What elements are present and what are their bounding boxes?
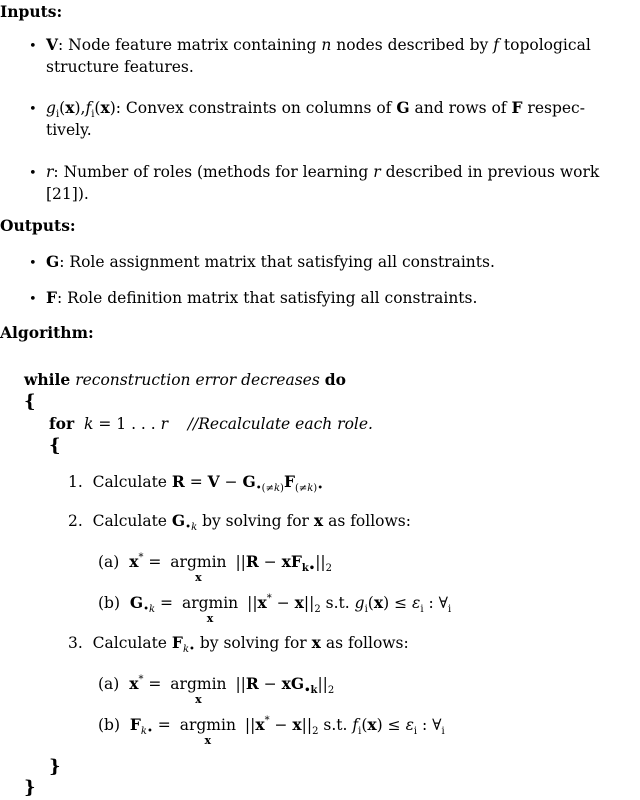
for-range: k = 1 . . . r [84,415,169,433]
step-2: 2. Calculate $G_{•k}$ by solving for x as follows: [68,511,411,533]
inputs-heading: Inputs: [0,2,63,21]
list-item: $g_i(x),f_i(x)$: Convex constraints on columns of G and rows of F respec- [46,98,585,120]
list-item: G: Role assignment matrix that satisfying all constraints. [46,252,495,271]
close-brace: } [49,756,61,777]
open-brace: { [24,391,36,412]
step-3: 3. Calculate $F_{k•}$ by solving for x as follows: [68,633,409,655]
list-item: V: Node feature matrix containing n nodes described by f topological [46,35,591,54]
step-3b: (b) $F_{k•} = argmin$ x $||x^* - x||_2$ s.t. $f_i(x) \le \varepsilon_i$ : $\forall_i$ [98,715,445,747]
bullet-icon: • [29,292,37,307]
bullet-icon: • [29,256,37,271]
step-2a: (a) x* = argmin x $||R - xF_{k•}||_2$ [98,552,333,584]
list-item-continuation: tively. [46,121,92,139]
constraint-functions: $g_i(x),f_i(x)$ [46,98,116,120]
list-item: r: Number of roles (methods for learning r described in previous work [46,163,600,181]
list-item-continuation: structure features. [46,58,194,76]
close-brace: } [24,777,36,798]
bullet-icon: • [29,102,37,117]
list-item: F: Role definition matrix that satisfying all constraints. [46,288,478,307]
step-1-formula: $R = V - G_{•(\ne k)}F_{(\ne k)•}$ [171,472,324,494]
bullet-icon: • [29,39,37,54]
outputs-heading: Outputs: [0,216,76,235]
while-line: while reconstruction error decreases do [24,370,346,389]
step-2b: (b) $G_{•k} = argmin$ x $||x^* - x||_2$ s.t. $g_i(x) \le \varepsilon_i$ : $\forall_i$ [98,593,452,625]
open-brace: { [49,435,61,456]
for-line: for k = 1 . . . r //Recalculate each role. [49,414,373,433]
algorithm-heading: Algorithm: [0,323,94,342]
bullet-icon: • [29,166,37,181]
matrix-symbol: V [46,35,59,54]
step-3a: (a) x* = argmin x $||R - xG_{•k}||_2$ [98,674,335,706]
step-1: 1. Calculate $R = V - G_{•(\ne k)}F_{(\ne k)•}$ [68,472,324,494]
list-item-continuation: [21]). [46,185,89,203]
